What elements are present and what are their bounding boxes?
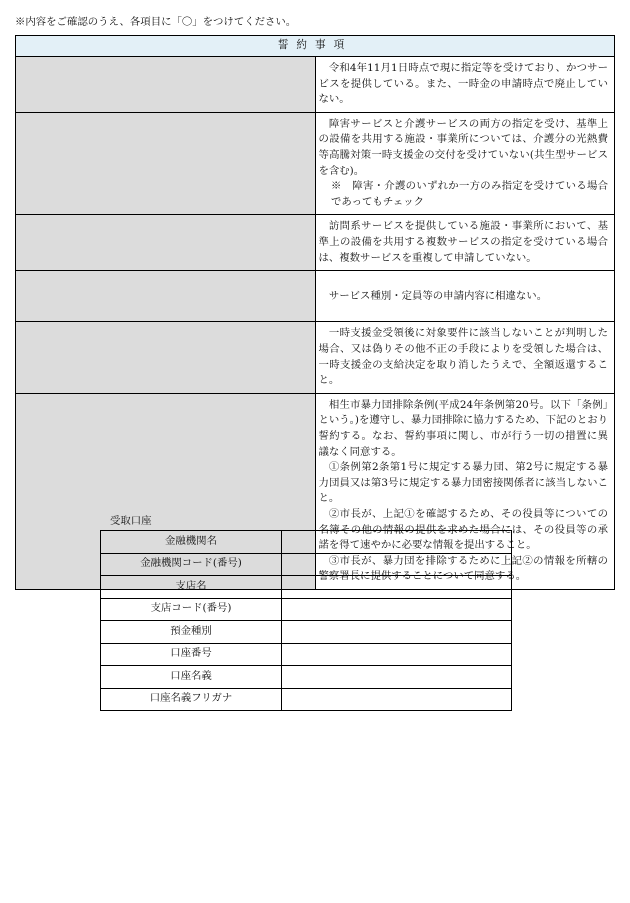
- pledge-text: [315, 112, 615, 215]
- pledge-table: [15, 35, 615, 590]
- account-row: [101, 598, 512, 621]
- pledge-paragraph: 相生市暴力団排除条例(平成24年条例第20号。以下「条例」という。)を遵守し、暴力団排除に協力するため、下記のとおり誓約する。なお、誓約事項に関し、市が行う一切の措置に異議なく同意する。: [318, 398, 608, 458]
- account-label: 預金種別: [101, 621, 282, 644]
- account-value-field[interactable]: [282, 598, 512, 621]
- account-table: [100, 530, 512, 711]
- pledge-text: [315, 271, 615, 322]
- instruction-note: ※内容をご確認のうえ、各項目に「〇」をつけてください。: [15, 16, 297, 28]
- account-row: [101, 643, 512, 666]
- pledge-row: [16, 57, 615, 113]
- account-row: [101, 576, 512, 599]
- pledge-check-cell-4[interactable]: [16, 271, 316, 322]
- pledge-check-cell-5[interactable]: [16, 322, 316, 393]
- pledge-header: 誓約事項: [16, 36, 615, 57]
- pledge-check-cell-2[interactable]: [16, 112, 316, 215]
- account-row: [101, 553, 512, 576]
- pledge-paragraph: 一時支援金受領後に対象要件に該当しないことが判明した場合、又は偽りその他不正の手段によりを受領した場合は、一時支援金の支給決定を取り消したうえで、全額返還すること。: [318, 327, 608, 387]
- pledge-check-cell-1[interactable]: [16, 57, 316, 113]
- pledge-row: [16, 112, 615, 215]
- pledge-paragraph: ②市長が、上記①を確認するため、その役員等についての名簿その他の情報の提供を求めた場合には、その役員等の承諾を得て速やかに必要な情報を提出すること。: [318, 508, 608, 552]
- pledge-paragraph: ①条例第2条第1号に規定する暴力団、第2号に規定する暴力団員又は第3号に規定する暴力団密接関係者に該当しないこと。: [318, 461, 608, 505]
- pledge-text: [315, 322, 615, 393]
- pledge-paragraph: サービス種別・定員等の申請内容に相違ない。: [328, 289, 548, 302]
- account-label: 支店名: [101, 576, 282, 599]
- pledge-paragraph: 訪問系サービスを提供している施設・事業所において、基準上の設備を共用する複数サービスの指定を受けている場合は、複数サービスを重複して申請していない。: [318, 220, 608, 264]
- pledge-row: [16, 271, 615, 322]
- pledge-subnote: ※ 障害・介護のいずれか一方のみ指定を受けている場合であってもチェック: [330, 180, 608, 208]
- account-value-field[interactable]: [282, 666, 512, 689]
- account-value-field[interactable]: [282, 531, 512, 554]
- account-label: 口座名義: [101, 666, 282, 689]
- pledge-paragraph: 令和4年11月1日時点で現に指定等を受けており、かつサービスを提供している。また、一時金の申請時点で廃止していない。: [318, 62, 608, 106]
- account-row: [101, 621, 512, 644]
- account-value-field[interactable]: [282, 643, 512, 666]
- account-row: [101, 688, 512, 711]
- pledge-paragraph: ③市長が、暴力団を排除するために上記②の情報を所轄の警察署長に提供することについて同意する。: [318, 554, 608, 583]
- account-value-field[interactable]: [282, 621, 512, 644]
- account-row: [101, 531, 512, 554]
- account-section-title: 受取口座: [110, 515, 152, 527]
- account-label: 金融機関コード(番号): [101, 553, 282, 576]
- pledge-text: [315, 215, 615, 271]
- pledge-check-cell-3[interactable]: [16, 215, 316, 271]
- pledge-row: [16, 215, 615, 271]
- account-label: 支店コード(番号): [101, 598, 282, 621]
- account-value-field[interactable]: [282, 688, 512, 711]
- account-value-field[interactable]: [282, 576, 512, 599]
- pledge-paragraph: 障害サービスと介護サービスの両方の指定を受け、基準上の設備を共用する施設・事業所については、介護分の光熱費等高騰対策一時支援金の交付を受けていない(共生型サービスを含む)。: [318, 117, 608, 177]
- pledge-text: [315, 57, 615, 113]
- account-label: 口座名義フリガナ: [101, 688, 282, 711]
- account-row: [101, 666, 512, 689]
- account-label: 金融機関名: [101, 531, 282, 554]
- account-label: 口座番号: [101, 643, 282, 666]
- account-value-field[interactable]: [282, 553, 512, 576]
- pledge-row: [16, 322, 615, 393]
